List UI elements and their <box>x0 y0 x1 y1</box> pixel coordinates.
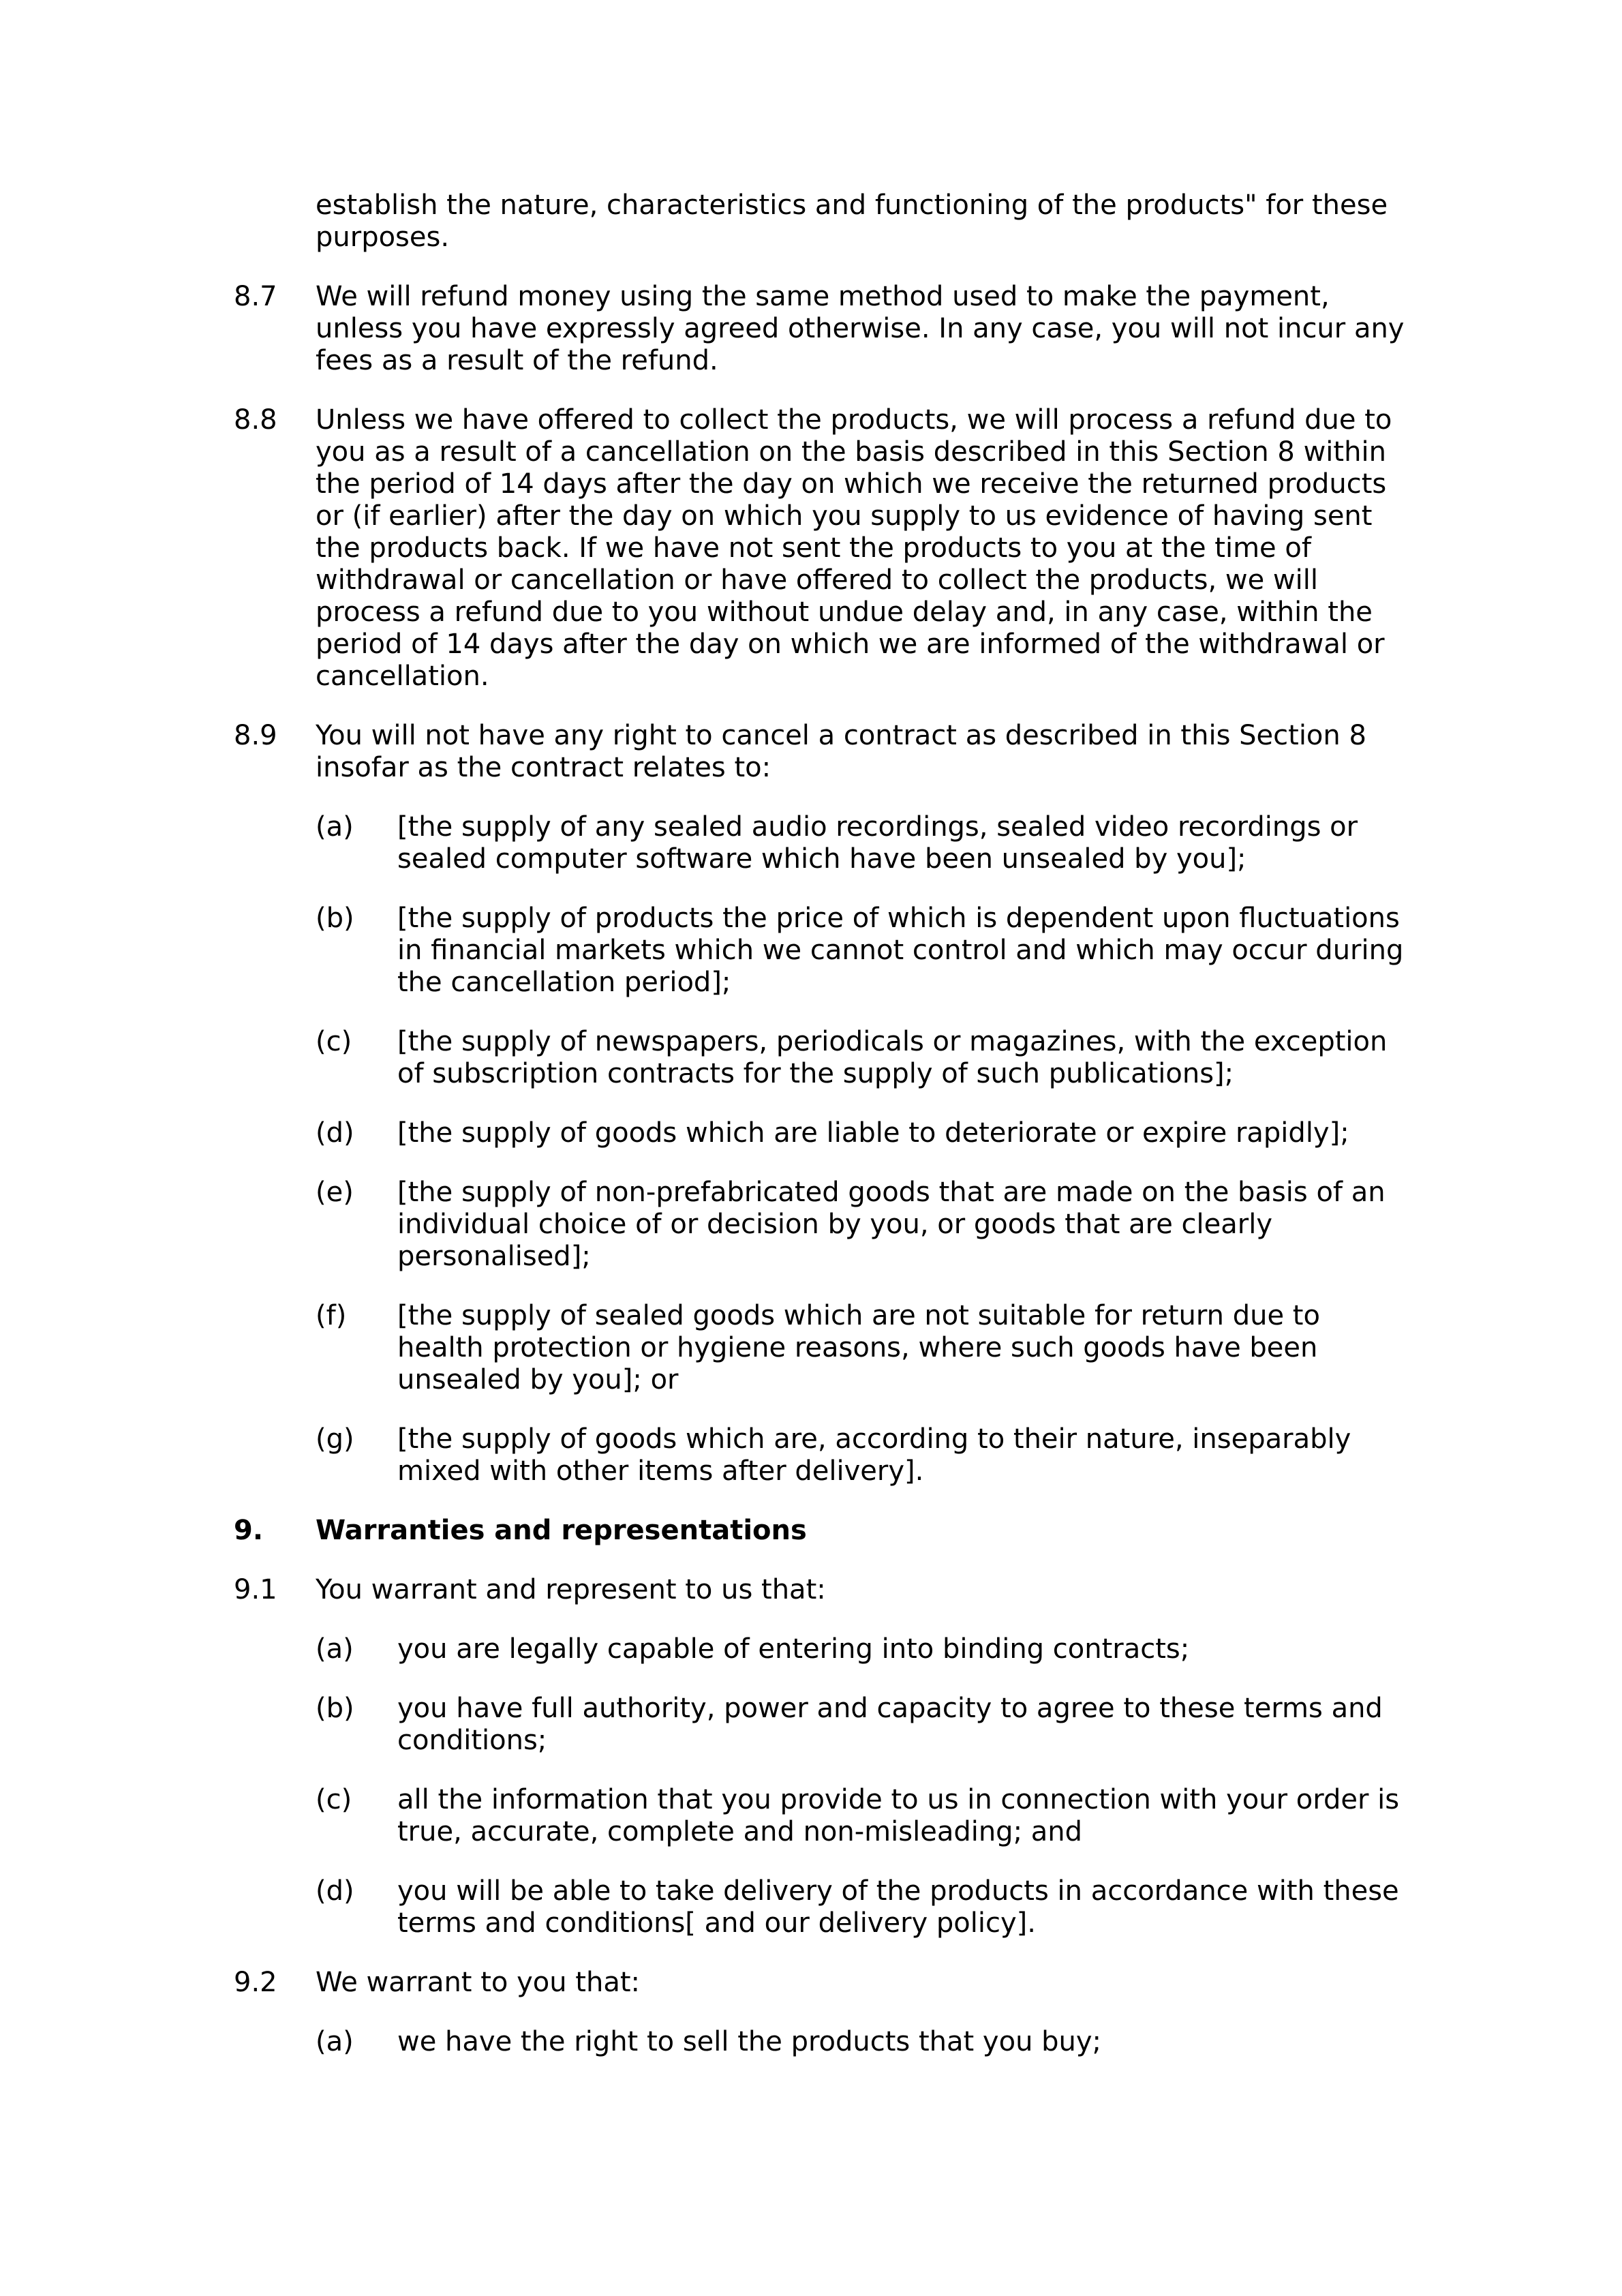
clause-8-9 <box>234 720 1406 784</box>
clause-number: 8.8 <box>234 404 277 436</box>
subclause-letter: (f) <box>316 1300 347 1331</box>
clause-number: 8.7 <box>234 281 277 312</box>
subclause-9-1-b <box>316 1693 1406 1757</box>
subclause-letter: (a) <box>316 811 354 843</box>
clause-8-8 <box>234 404 1406 693</box>
section-number: 9. <box>234 1515 264 1546</box>
continuation-text: establish the nature, characteristics and functioning of the products" for these purposes. <box>316 190 1388 253</box>
clause-9-2 <box>234 1967 1406 1999</box>
subclause-text: you are legally capable of entering into binding contracts; <box>397 1633 1190 1665</box>
subclause-text: [the supply of goods which are liable to deteriorate or expire rapidly]; <box>397 1117 1349 1149</box>
clause-8-7 <box>234 281 1406 377</box>
clause-number: 8.9 <box>234 720 277 751</box>
subclause-8-9-f <box>316 1300 1406 1396</box>
clause-9-1 <box>234 1574 1406 1606</box>
section-title: Warranties and representations <box>316 1515 807 1546</box>
subclause-text: [the supply of goods which are, according to their nature, inseparably mixed with other items after delivery]. <box>397 1423 1351 1487</box>
subclause-letter: (d) <box>316 1875 354 1907</box>
subclause-letter: (g) <box>316 1423 354 1455</box>
subclause-text: all the information that you provide to us in connection with your order is true, accurate, complete and non-misleading; and <box>397 1784 1400 1847</box>
subclause-8-9-c <box>316 1026 1406 1090</box>
subclause-8-9-g <box>316 1423 1406 1487</box>
subclause-text: you will be able to take delivery of the products in accordance with these terms and conditions[ and our delivery policy]. <box>397 1875 1399 1939</box>
document-body <box>234 190 1406 2058</box>
clause-text: You warrant and represent to us that: <box>316 1574 826 1605</box>
subclause-letter: (c) <box>316 1026 352 1057</box>
subclause-letter: (c) <box>316 1784 352 1815</box>
subclause-8-9-e <box>316 1177 1406 1273</box>
subclause-letter: (a) <box>316 1633 354 1665</box>
subclause-letter: (e) <box>316 1177 354 1208</box>
subclause-8-9-a <box>316 811 1406 875</box>
subclause-9-1-c <box>316 1784 1406 1848</box>
subclause-text: we have the right to sell the products that you buy; <box>397 2026 1102 2057</box>
clause-text: We warrant to you that: <box>316 1967 640 1998</box>
clause-number: 9.1 <box>234 1574 277 1605</box>
subclause-8-9-d <box>316 1117 1406 1149</box>
subclause-letter: (b) <box>316 1693 354 1724</box>
section-9-heading <box>234 1515 1406 1547</box>
subclause-text: [the supply of non-prefabricated goods that are made on the basis of an individual choice of or decision by you, or goods that are clearly personalised]; <box>397 1177 1386 1272</box>
clause-text: We will refund money using the same method used to make the payment, unless you have expressly agreed otherwise. In any case, you will not incur any fees as a result of the refund. <box>316 281 1405 376</box>
subclause-9-2-a <box>316 2026 1406 2058</box>
subclause-text: [the supply of any sealed audio recordings, sealed video recordings or sealed computer software which have been unsealed by you]; <box>397 811 1358 875</box>
subclause-8-9-b <box>316 903 1406 999</box>
clause-text: Unless we have offered to collect the products, we will process a refund due to you as a result of a cancellation on the basis described in this Section 8 within the period of 14 days after the day on which we receive the returned products or (if earlier) after the day on which you supply to us evidence of having sent the products back. If we have not sent the products to you at the time of withdrawal or cancellation or have offered to collect the products, we will process a refund due to you without undue delay and, in any case, within the period of 14 days after the day on which we are informed of the withdrawal or cancellation. <box>316 404 1392 692</box>
subclause-text: [the supply of newspapers, periodicals or magazines, with the exception of subscription contracts for the supply of such publications]; <box>397 1026 1388 1089</box>
subclause-letter: (b) <box>316 903 354 934</box>
clause-text: You will not have any right to cancel a contract as described in this Section 8 insofar as the contract relates to: <box>316 720 1366 783</box>
subclause-text: you have full authority, power and capacity to agree to these terms and conditions; <box>397 1693 1383 1756</box>
subclause-9-1-d <box>316 1875 1406 1939</box>
subclause-9-1-a <box>316 1633 1406 1665</box>
clause-number: 9.2 <box>234 1967 277 1998</box>
subclause-letter: (a) <box>316 2026 354 2057</box>
subclause-text: [the supply of products the price of which is dependent upon fluctuations in financial markets which we cannot control and which may occur during the cancellation period]; <box>397 903 1404 998</box>
subclause-letter: (d) <box>316 1117 354 1149</box>
subclause-text: [the supply of sealed goods which are not suitable for return due to health protection or hygiene reasons, where such goods have been unsealed by you]; or <box>397 1300 1320 1395</box>
